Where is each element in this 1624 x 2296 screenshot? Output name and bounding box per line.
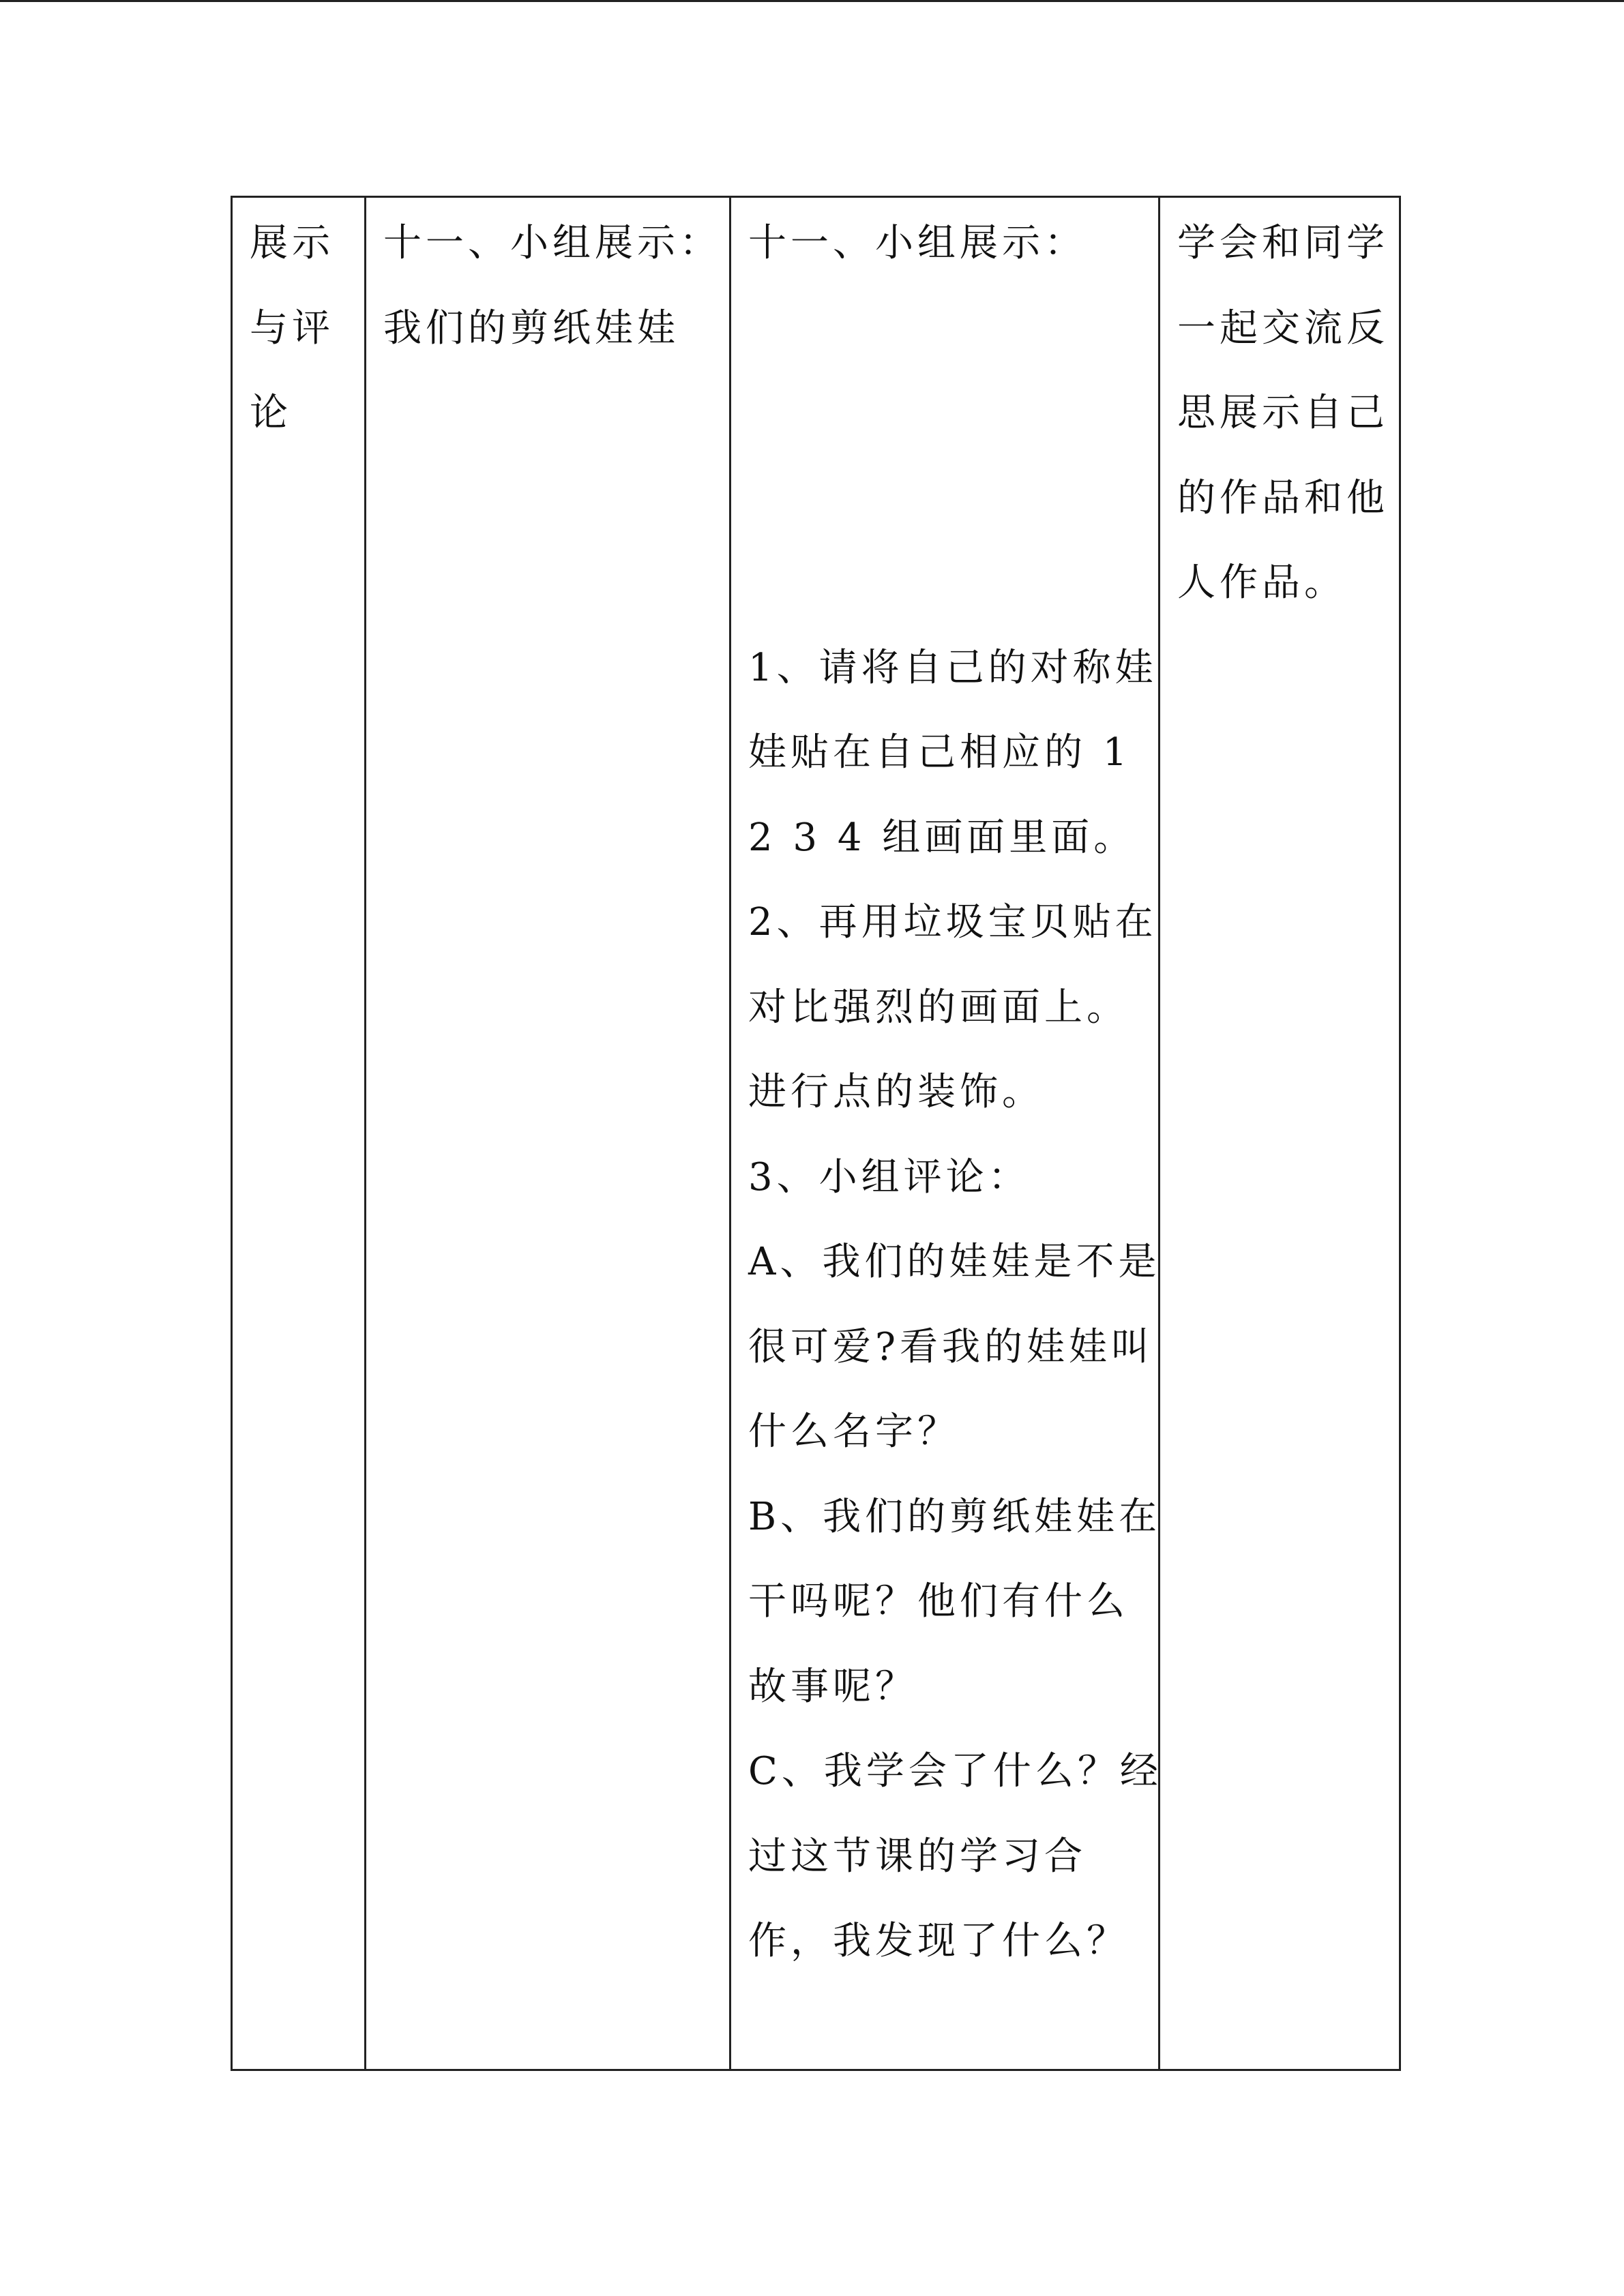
student-activity-line: 过这节课的学习合 [748, 1834, 1087, 1879]
design-intent-line: 学会和同学 [1177, 221, 1389, 265]
design-intent-line: 人作品。 [1177, 561, 1346, 605]
student-activity-line: 很可爱?看我的娃娃叫 [748, 1324, 1154, 1369]
design-intent-line: 的作品和他 [1177, 475, 1389, 520]
design-intent-line: 一起交流反 [1177, 305, 1389, 351]
student-activity-line: B、我们的剪纸娃娃在 [748, 1494, 1162, 1539]
student-activity-line: 进行点的装饰。 [748, 1070, 1044, 1114]
teacher-activity-cell [366, 197, 730, 2070]
student-activity-line: A、我们的娃娃是不是 [748, 1240, 1161, 1284]
stage-text [233, 198, 364, 456]
page-top-border [0, 0, 1624, 2]
stage-line: 展示 [250, 221, 334, 265]
blank-space [748, 286, 1143, 626]
stage-line: 论 [250, 391, 292, 435]
student-activity-heading: 十一、小组展示： [748, 221, 1087, 265]
student-activity-line: 2、再用垃圾宝贝贴在 [748, 900, 1157, 944]
stage-cell [232, 197, 366, 2070]
lesson-plan-table [231, 196, 1401, 2071]
student-activity-line: 故事呢？ [748, 1664, 917, 1709]
student-activity-line: 对比强烈的画面上。 [748, 985, 1129, 1030]
student-activity-cell [730, 197, 1160, 2070]
design-intent-text [1160, 198, 1399, 626]
teacher-activity-line: 我们的剪纸娃娃 [383, 305, 679, 351]
student-activity-line: 干吗呢？他们有什么 [748, 1579, 1129, 1624]
stage-line: 与评 [250, 305, 334, 351]
student-activity-line: 什么名字？ [748, 1410, 960, 1454]
table-row [232, 197, 1400, 2070]
student-activity-line: C、我学会了什么？经 [748, 1749, 1162, 1793]
student-activity-line: 娃贴在自己相应的 1 [748, 730, 1132, 775]
teacher-activity-line: 十一、小组展示： [383, 221, 722, 265]
student-activity-text [731, 198, 1162, 1984]
design-intent-line: 思展示自己 [1177, 391, 1389, 435]
student-activity-line: 3、小组评论： [748, 1154, 1031, 1199]
teacher-activity-text [366, 198, 729, 371]
student-activity-line: 1、请将自己的对称娃 [748, 645, 1157, 690]
student-activity-line: 作，我发现了什么？ [748, 1919, 1129, 1963]
design-intent-cell [1160, 197, 1400, 2070]
student-activity-line: 2 3 4 组画面里面。 [748, 815, 1136, 860]
